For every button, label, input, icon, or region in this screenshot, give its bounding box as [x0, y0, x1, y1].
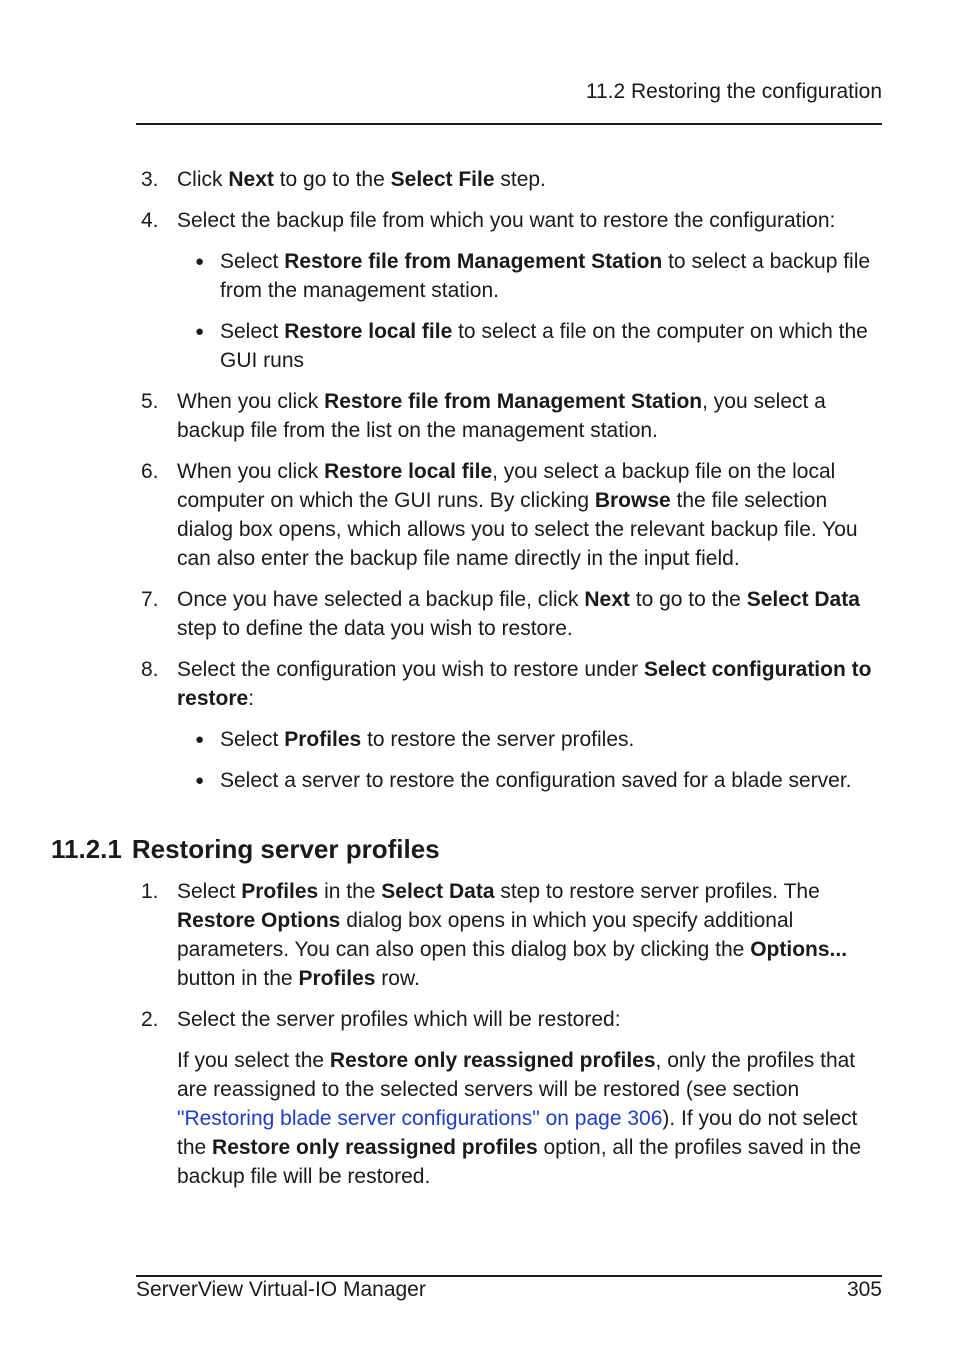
bold-term: Next [228, 168, 274, 191]
bullet-item [0, 725, 954, 754]
text-run: in the [318, 880, 382, 903]
bullet-item [0, 766, 954, 795]
section-number: 11.2.1 [51, 834, 122, 864]
footer-doc-title: ServerView Virtual-IO Manager [136, 1278, 426, 1301]
bullet-icon: ● [195, 253, 205, 270]
text-run: option, all the profiles saved in the backup file will be restored. [177, 1136, 862, 1188]
running-header: 11.2 Restoring the configuration [585, 80, 882, 103]
step-item [0, 387, 954, 445]
bold-term: Browse [594, 489, 671, 512]
step-item [0, 877, 954, 993]
bold-term: Select configuration to restore [177, 658, 872, 710]
text-run: Once you have selected a backup file, click [177, 588, 585, 611]
cross-reference-link[interactable]: "Restoring blade server configurations" on page 306 [177, 1107, 663, 1130]
text-run: Select the server profiles which will be restored: [177, 1008, 621, 1031]
bold-term: Restore local file [324, 460, 493, 483]
steps-list-b [0, 877, 954, 1191]
text-run: to select a backup file from the management station. [220, 250, 871, 302]
header-rule [136, 123, 882, 125]
bold-term: Restore file from Management Station [324, 390, 703, 413]
step-continuation [0, 1046, 954, 1191]
step-number: 4. [141, 209, 159, 232]
text-run: step to restore server profiles. The [494, 880, 820, 903]
step-number: 3. [141, 168, 159, 191]
text-run: button in the [177, 967, 299, 990]
step-item [0, 206, 954, 235]
text-run: , you select a backup file from the list on the management station. [177, 390, 826, 442]
text-run: to restore the server profiles. [361, 728, 635, 751]
bold-term: Select Data [381, 880, 495, 903]
text-run: When you click [177, 390, 325, 413]
step-number: 6. [141, 460, 159, 483]
text-run: to select a file on the computer on which the GUI runs [220, 320, 868, 372]
text-run: step to define the data you wish to restore. [177, 617, 573, 640]
text-run: When you click [177, 460, 325, 483]
text-run: Click [177, 168, 229, 191]
bold-term: Profiles [284, 728, 362, 751]
text-run: , you select a backup file on the local computer on which the GUI runs. By clicking [177, 460, 836, 512]
text-run: Select [177, 880, 242, 903]
text-run: Select the backup file from which you want to restore the configuration: [177, 209, 836, 232]
bullet-icon: ● [195, 772, 205, 789]
step-number: 7. [141, 588, 159, 611]
text-run: Select [220, 320, 285, 343]
step-item [0, 457, 954, 573]
text-run: to go to the [629, 588, 747, 611]
text-run: Select a server to restore the configuration saved for a blade server. [220, 769, 852, 792]
steps-list-a [0, 165, 954, 795]
step-item [0, 1005, 954, 1034]
text-run: the file selection dialog box opens, which allows you to select the relevant backup file. You can also enter the backup file name directly in the input field. [177, 489, 858, 570]
text-run: to go to the [273, 168, 391, 191]
step-number: 5. [141, 390, 159, 413]
bullet-item [0, 247, 954, 305]
bold-term: Select File [390, 168, 495, 191]
bold-term: Restore local file [284, 320, 453, 343]
bold-term: Restore only reassigned profiles [212, 1136, 538, 1159]
step-item [0, 655, 954, 713]
step-item [0, 165, 954, 194]
section-title: Restoring server profiles [131, 834, 440, 864]
bold-term: Profiles [241, 880, 319, 903]
step-number: 1. [141, 880, 159, 903]
bold-term: Next [584, 588, 630, 611]
bold-term: Profiles [298, 967, 376, 990]
text-run: dialog box opens in which you specify additional parameters. You can also open this dialog box by clicking the [177, 909, 794, 961]
bullet-icon: ● [195, 323, 205, 340]
text-run: Select the configuration you wish to restore under [177, 658, 644, 681]
text-run: ). If you do not select the [177, 1107, 858, 1159]
section-heading [0, 833, 954, 865]
page-content [0, 165, 954, 1203]
bold-term: Options... [750, 938, 848, 961]
step-item [0, 585, 954, 643]
text-run: If you select the [177, 1049, 330, 1072]
text-run: row. [375, 967, 420, 990]
step-number: 8. [141, 658, 159, 681]
text-run: step. [494, 168, 546, 191]
text-run: , only the profiles that are reassigned to the selected servers will be restored (see section [177, 1049, 856, 1101]
text-run: Select [220, 250, 285, 273]
bold-term: Select Data [746, 588, 860, 611]
bold-term: Restore file from Management Station [284, 250, 663, 273]
step-number: 2. [141, 1008, 159, 1031]
text-run: : [248, 687, 255, 710]
footer-page-number: 305 [846, 1278, 882, 1301]
text-run: Select [220, 728, 285, 751]
bold-term: Restore Options [177, 909, 341, 932]
bullet-item [0, 317, 954, 375]
bold-term: Restore only reassigned profiles [329, 1049, 656, 1072]
bullet-icon: ● [195, 731, 205, 748]
